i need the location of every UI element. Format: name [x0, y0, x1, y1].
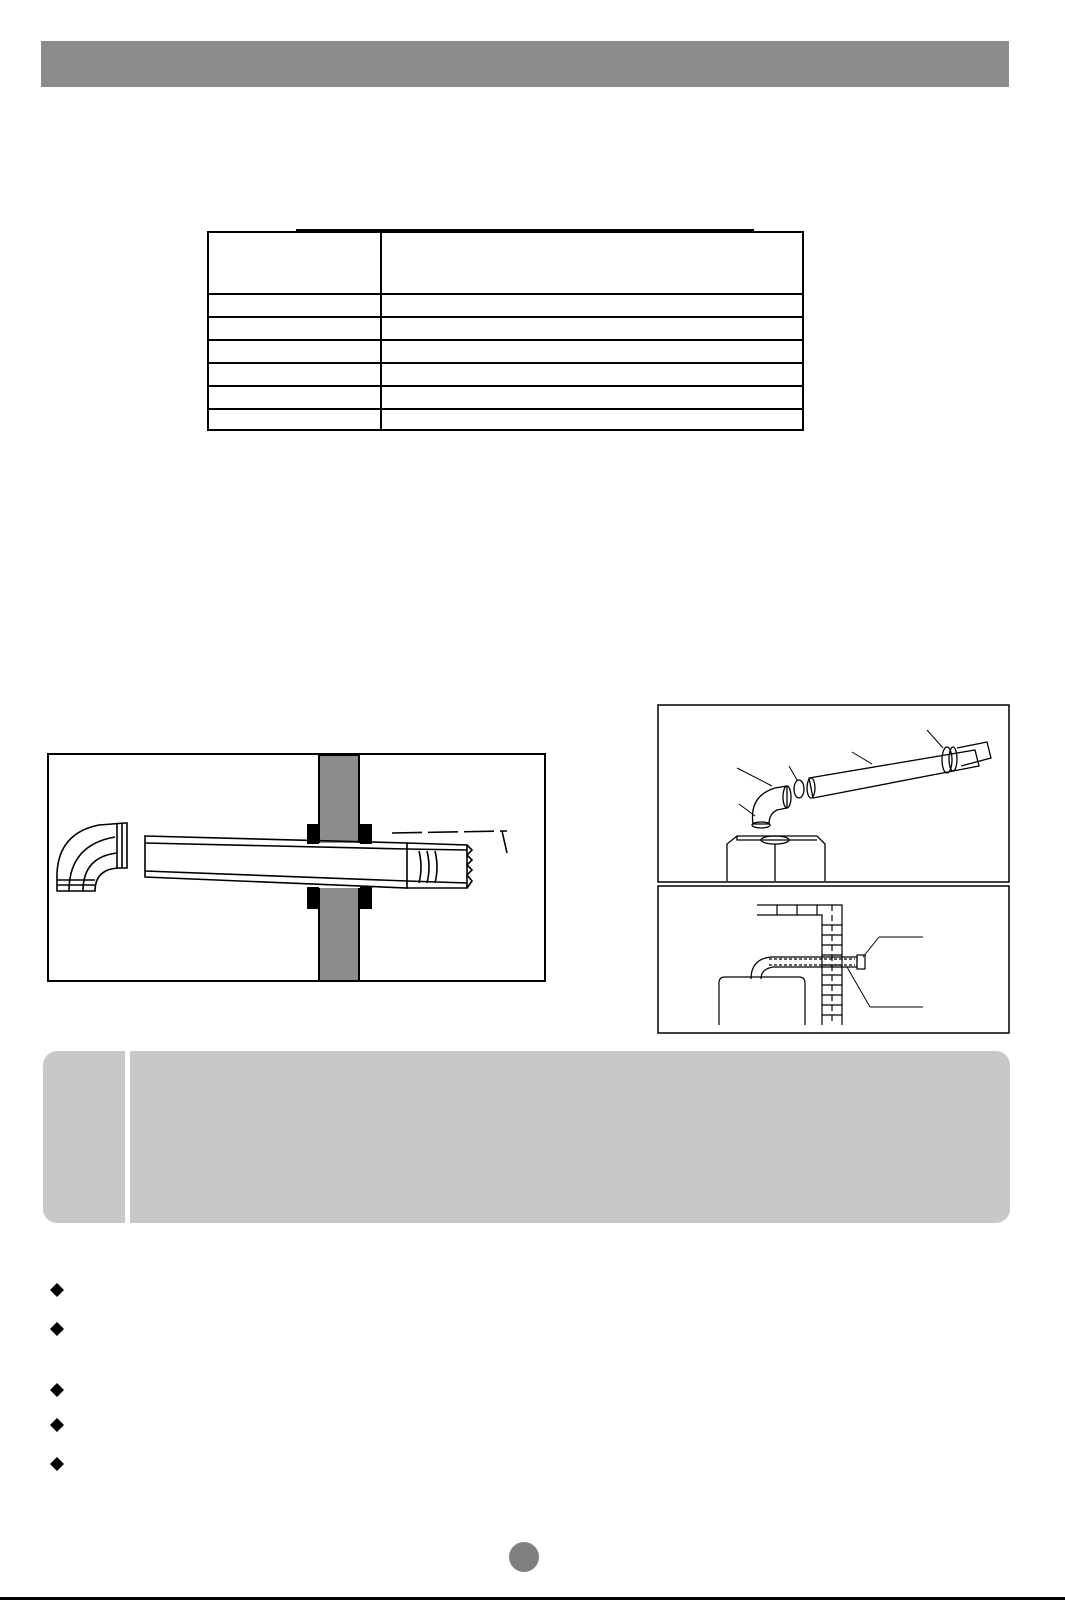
table-row-divider — [209, 316, 802, 318]
flue-components-figure — [657, 704, 1011, 884]
table-row-divider — [209, 408, 802, 410]
section-header-bar — [41, 41, 1009, 87]
diamond-bullet-icon — [50, 1283, 64, 1297]
table-row-divider — [209, 339, 802, 341]
table-row-divider — [209, 362, 802, 364]
spec-table — [207, 231, 804, 431]
table-row-divider — [209, 385, 802, 387]
note-box — [43, 1051, 1010, 1223]
table-column-divider — [380, 233, 382, 429]
diamond-bullet-icon — [50, 1418, 64, 1432]
diamond-bullet-icon — [50, 1322, 64, 1336]
note-divider — [125, 1051, 130, 1223]
diamond-bullet-icon — [50, 1383, 64, 1397]
diamond-bullet-icon — [50, 1457, 64, 1471]
flue-through-wall-figure — [47, 753, 547, 983]
installed-flue-figure — [657, 885, 1011, 1035]
table-row-divider — [209, 293, 802, 295]
page-number-marker — [509, 1542, 539, 1572]
